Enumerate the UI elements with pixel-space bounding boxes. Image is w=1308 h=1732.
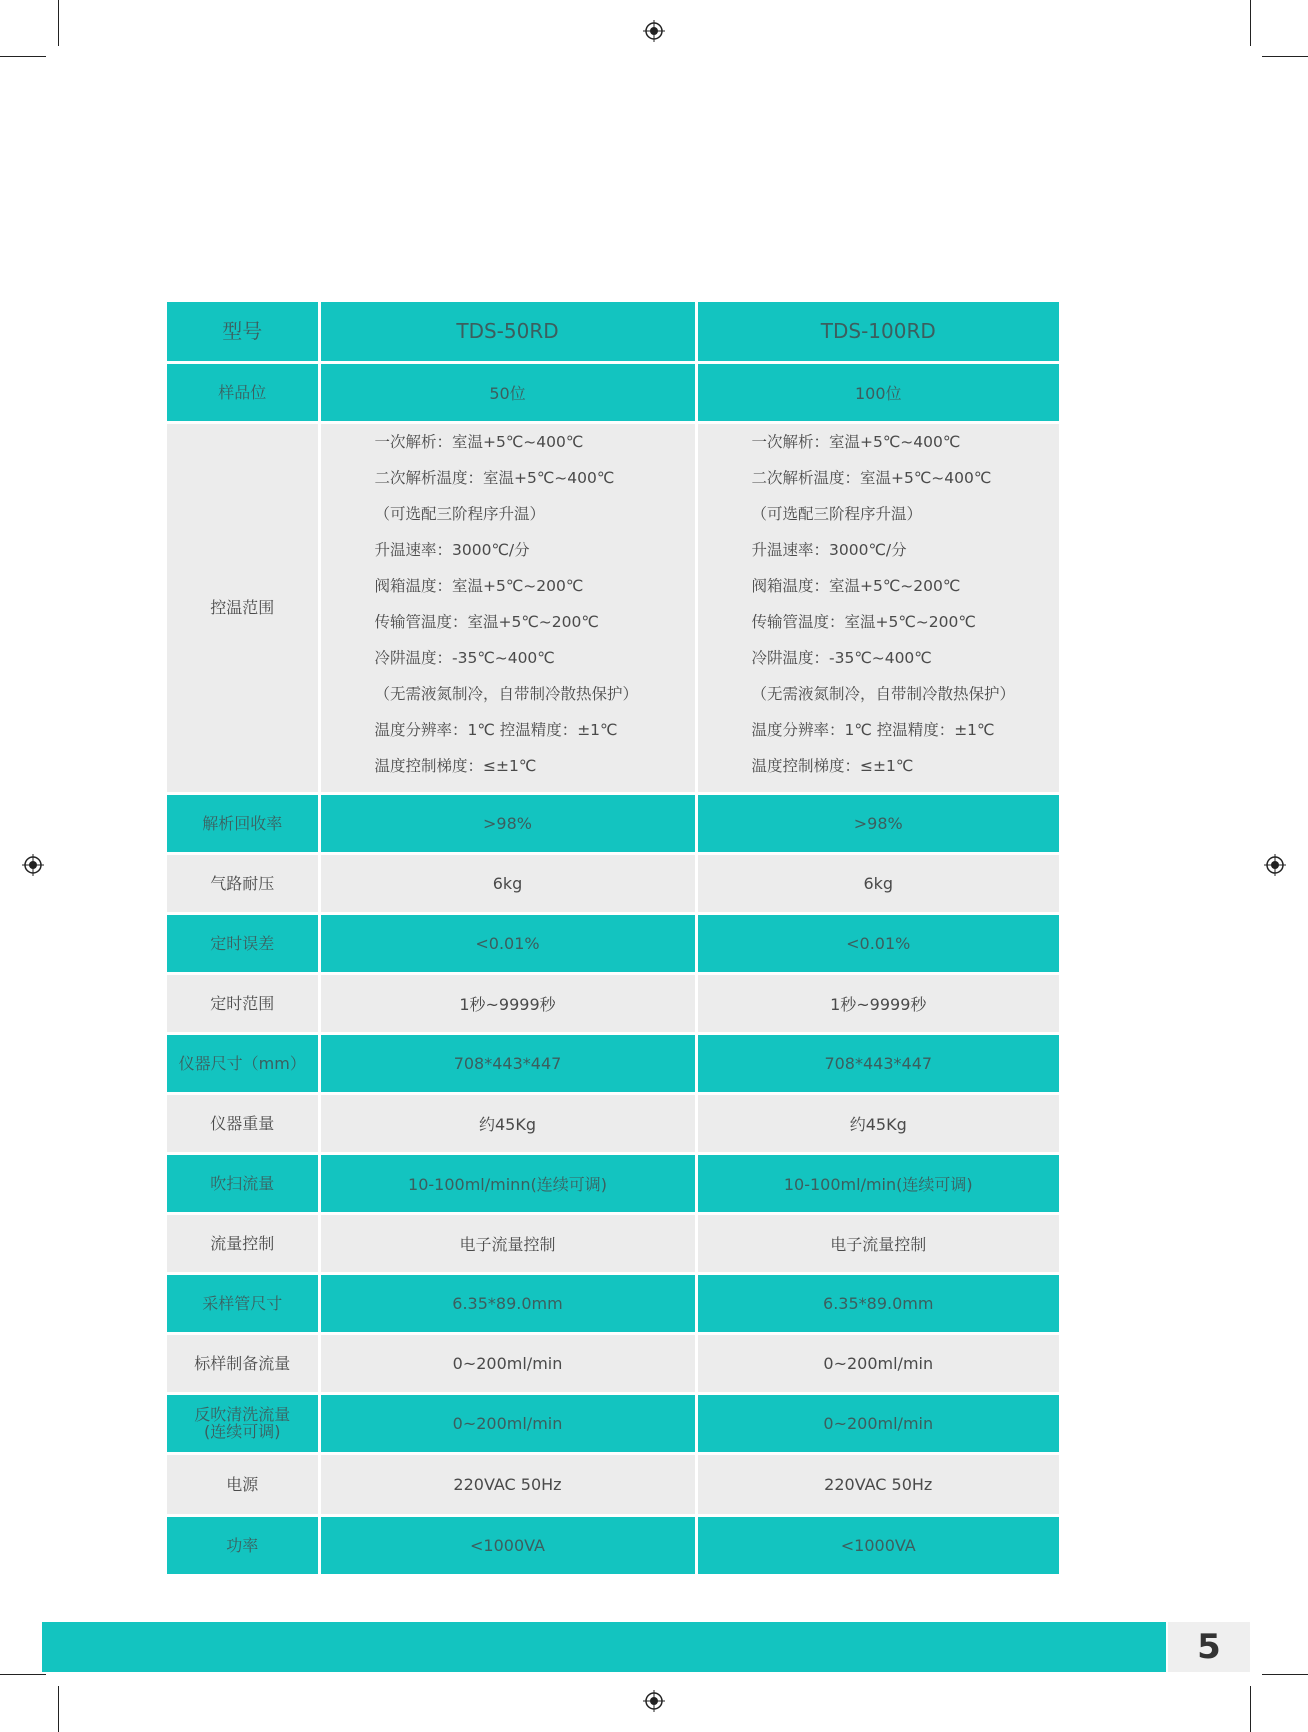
row-value-1: <1000VA — [319, 1515, 696, 1575]
temp-line: 升温速率：3000℃/分 — [374, 540, 530, 559]
row-label: 吹扫流量 — [167, 1153, 319, 1213]
crop-mark — [0, 56, 46, 57]
header-model-2: TDS-100RD — [696, 302, 1059, 362]
row-value-2: >98% — [696, 793, 1059, 853]
row-label: 电源 — [167, 1453, 319, 1515]
table-row — [167, 1213, 1059, 1273]
row-label: 定时误差 — [167, 913, 319, 973]
table-row — [167, 913, 1059, 973]
table-row — [167, 1033, 1059, 1093]
page-number-box — [1168, 1622, 1250, 1672]
crop-mark — [0, 1674, 46, 1675]
temp-control-list — [698, 424, 1060, 792]
row-value-2: 约45Kg — [696, 1093, 1059, 1153]
temp-line: （无需液氮制冷，自带制冷散热保护） — [751, 684, 1016, 703]
row-label: 样品位 — [167, 362, 319, 422]
row-label: 仪器尺寸（mm） — [167, 1033, 319, 1093]
header-label: 型号 — [167, 302, 319, 362]
table-row — [167, 1393, 1059, 1453]
temp-line: 温度分辨率：1℃ 控温精度：±1℃ — [374, 720, 618, 739]
temp-control-list — [321, 424, 695, 792]
table-header-row — [167, 302, 1059, 362]
row-label: 功率 — [167, 1515, 319, 1575]
crop-mark — [1262, 1674, 1308, 1675]
row-value-1: 50位 — [319, 362, 696, 422]
registration-mark-icon — [22, 854, 44, 876]
crop-mark — [1250, 0, 1251, 46]
table-row — [167, 1333, 1059, 1393]
table-row — [167, 1453, 1059, 1515]
row-value-2: 10-100ml/min(连续可调) — [696, 1153, 1059, 1213]
temp-line: 二次解析温度：室温+5℃~400℃ — [751, 468, 992, 487]
temp-line: （可选配三阶程序升温） — [751, 504, 923, 523]
temp-line: 温度控制梯度：≤±1℃ — [751, 756, 914, 775]
row-value-1: 0~200ml/min — [319, 1333, 696, 1393]
temp-line: （无需液氮制冷，自带制冷散热保护） — [374, 684, 639, 703]
temp-line: （可选配三阶程序升温） — [374, 504, 546, 523]
row-value-1: 6.35*89.0mm — [319, 1273, 696, 1333]
registration-mark-icon — [643, 20, 665, 42]
row-label: 定时范围 — [167, 973, 319, 1033]
temp-control-row — [167, 422, 1059, 793]
header-model-1: TDS-50RD — [319, 302, 696, 362]
temp-line: 冷阱温度：-35℃~400℃ — [374, 648, 555, 667]
footer-bar — [42, 1622, 1166, 1672]
row-value-2: 6kg — [696, 853, 1059, 913]
temp-line: 温度分辨率：1℃ 控温精度：±1℃ — [751, 720, 995, 739]
row-value-1: 电子流量控制 — [319, 1213, 696, 1273]
row-value-1: 0~200ml/min — [319, 1393, 696, 1453]
row-label: 解析回收率 — [167, 793, 319, 853]
row-label: 流量控制 — [167, 1213, 319, 1273]
page-number: 5 — [1197, 1627, 1221, 1667]
row-value-2: 100位 — [696, 362, 1059, 422]
temp-line: 一次解析：室温+5℃~400℃ — [374, 432, 584, 451]
table-row — [167, 1093, 1059, 1153]
temp-line: 温度控制梯度：≤±1℃ — [374, 756, 537, 775]
temp-control-value-1 — [319, 422, 696, 793]
row-label: 气路耐压 — [167, 853, 319, 913]
row-value-1: >98% — [319, 793, 696, 853]
temp-line: 二次解析温度：室温+5℃~400℃ — [374, 468, 615, 487]
row-value-2: 电子流量控制 — [696, 1213, 1059, 1273]
row-value-2: 1秒~9999秒 — [696, 973, 1059, 1033]
temp-line: 传输管温度：室温+5℃~200℃ — [751, 612, 976, 631]
registration-mark-icon — [643, 1690, 665, 1712]
row-label-main: 反吹清洗流量 — [194, 1405, 291, 1424]
registration-mark-icon — [1264, 854, 1286, 876]
temp-line: 冷阱温度：-35℃~400℃ — [751, 648, 932, 667]
row-value-1: 约45Kg — [319, 1093, 696, 1153]
row-value-1: 6kg — [319, 853, 696, 913]
temp-control-value-2 — [696, 422, 1059, 793]
crop-mark — [58, 0, 59, 46]
row-value-2: 220VAC 50Hz — [696, 1453, 1059, 1515]
temp-line: 阀箱温度：室温+5℃~200℃ — [751, 576, 961, 595]
temp-line: 传输管温度：室温+5℃~200℃ — [374, 612, 599, 631]
row-label: 标样制备流量 — [167, 1333, 319, 1393]
row-value-1: 708*443*447 — [319, 1033, 696, 1093]
row-label-sub: (连续可调) — [204, 1422, 281, 1441]
row-value-1: 220VAC 50Hz — [319, 1453, 696, 1515]
row-label: 仪器重量 — [167, 1093, 319, 1153]
row-label: 控温范围 — [167, 422, 319, 793]
table-row — [167, 973, 1059, 1033]
row-value-2: 6.35*89.0mm — [696, 1273, 1059, 1333]
temp-line: 升温速率：3000℃/分 — [751, 540, 907, 559]
table-row — [167, 1515, 1059, 1575]
crop-mark — [1250, 1686, 1251, 1732]
temp-line: 阀箱温度：室温+5℃~200℃ — [374, 576, 584, 595]
row-value-1: 1秒~9999秒 — [319, 973, 696, 1033]
row-value-2: <1000VA — [696, 1515, 1059, 1575]
row-value-2: <0.01% — [696, 913, 1059, 973]
row-label: 采样管尺寸 — [167, 1273, 319, 1333]
crop-mark — [58, 1686, 59, 1732]
table-row — [167, 793, 1059, 853]
row-value-1: 10-100ml/minn(连续可调) — [319, 1153, 696, 1213]
row-value-1: <0.01% — [319, 913, 696, 973]
table-row — [167, 1273, 1059, 1333]
table-row — [167, 1153, 1059, 1213]
row-label — [167, 1393, 319, 1453]
crop-mark — [1262, 56, 1308, 57]
spec-table — [167, 302, 1059, 1577]
row-value-2: 708*443*447 — [696, 1033, 1059, 1093]
row-value-2: 0~200ml/min — [696, 1333, 1059, 1393]
table-row — [167, 362, 1059, 422]
table-row — [167, 853, 1059, 913]
temp-line: 一次解析：室温+5℃~400℃ — [751, 432, 961, 451]
row-value-2: 0~200ml/min — [696, 1393, 1059, 1453]
